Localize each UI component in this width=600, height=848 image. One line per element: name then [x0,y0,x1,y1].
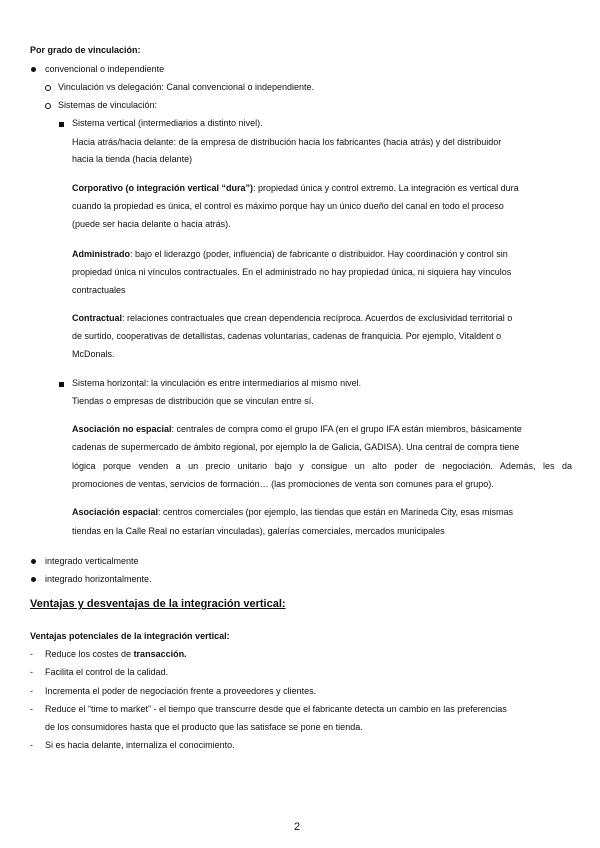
contractual-text: : relaciones contractuales que crean dependencia recíproca. Acuerdos de exclusividad territorial o [122,313,513,323]
bullet-dot [31,559,36,564]
ventaja-item-1-bold: transacción. [133,649,187,659]
no-espacial-term: Asociación no espacial [72,424,172,434]
dash-marker: - [30,740,33,750]
corporativo-paragraph-line-1 [72,182,519,194]
ventaja-item-1 [45,648,187,660]
no-espacial-paragraph-line-3: lógica porque venden a un precio unitario bajo y consigue un alto poder de negociación. Además, les da [72,461,572,471]
bullet-square [59,382,64,387]
ventaja-item-4-line-1: Reduce el “time to market” - el tiempo que transcurre desde que el fabricante detecta un cambio en las preferencias [45,704,507,714]
contractual-paragraph-line-2: de surtido, cooperativas de detallistas, cadenas voluntarias, cadenas de franquicia. Por ejemplo, Vitaldent o [72,331,502,341]
administrado-term: Administrado [72,249,131,259]
dash-marker: - [30,704,33,714]
sistema-horizontal-desc: Tiendas o empresas de distribución que se vinculan entre sí. [72,396,314,406]
no-espacial-paragraph-line-4: promociones de ventas, servicios de formación… (las promociones de venta son comunes para el grupo). [72,479,494,489]
espacial-term: Asociación espacial [72,507,159,517]
espacial-paragraph-line-1 [72,506,513,518]
list-item-integrado-vertical: integrado verticalmente [45,556,139,566]
list-item-integrado-horizontal: integrado horizontalmente. [45,574,152,584]
espacial-text: : centros comerciales (por ejemplo, las tiendas que están en Marineda City, esas mismas [158,507,514,517]
dash-marker: - [30,649,33,659]
ventaja-item-2: Facilita el control de la calidad. [45,667,169,677]
ventajas-title: Ventajas potenciales de la integración vertical: [30,631,230,641]
corporativo-paragraph-line-3: (puede ser hacia delante o hacia atrás). [72,219,231,229]
page-number: 2 [294,821,301,833]
sistema-vertical-desc-1: Hacia atrás/hacia delante: de la empresa de distribución hacia los fabricantes (hacia atrás) y del distribuidor [72,137,502,147]
bullet-circle [45,103,51,109]
list-item-vinculacion: Vinculación vs delegación: Canal convencional o independiente. [58,82,315,92]
list-item-sistemas: Sistemas de vinculación: [58,100,158,110]
contractual-term: Contractual [72,313,123,323]
bullet-dot [31,67,36,72]
corporativo-text: : propiedad única y control extremo. La integración es vertical dura [253,183,519,193]
administrado-paragraph-line-2: propiedad única ni vínculos contractuales. En el administrado no hay propiedad única, ni siquiera hay vínculos [72,267,512,277]
bullet-square [59,122,64,127]
corporativo-paragraph-line-2: cuando la propiedad es única, el control es máximo porque hay un único dueño del canal en todo el proceso [72,201,504,211]
bullet-circle [45,85,51,91]
administrado-paragraph-line-3: contractuales [72,285,126,295]
contractual-paragraph-line-1 [72,312,512,324]
sistema-horizontal-label: Sistema horizontal: la vinculación es entre intermediarios al mismo nivel. [72,378,362,388]
list-item-convencional: convencional o independiente [45,64,165,74]
dash-marker: - [30,686,33,696]
administrado-paragraph-line-1 [72,248,508,260]
section-title: Por grado de vinculación: [30,45,141,55]
ventaja-item-4-line-2: de los consumidores hasta que el producto que las satisface se pone en tienda. [45,722,363,732]
no-espacial-paragraph-line-2: cadenas de supermercado de ámbito regional, por ejemplo la de Galicia, GADISA). Una central de compra tiene [72,442,520,452]
sistema-vertical-label: Sistema vertical (intermediarios a distinto nivel). [72,118,263,128]
no-espacial-paragraph-line-1 [72,423,522,435]
sistema-vertical-desc-2: hacia la tienda (hacia delante) [72,154,193,164]
corporativo-term: Corporativo (o integración vertical “dura”) [72,183,254,193]
no-espacial-text: : centrales de compra como el grupo IFA (en el grupo IFA están miembros, básicamente [171,424,522,434]
ventaja-item-3: Incrementa el poder de negociación frente a proveedores y clientes. [45,686,317,696]
bullet-dot [31,577,36,582]
espacial-paragraph-line-2: tiendas en la Calle Real no estarían vinculadas), galerías comerciales, mercados municipales [72,526,445,536]
section-heading-ventajas: Ventajas y desventajas de la integración vertical: [30,598,286,610]
dash-marker: - [30,667,33,677]
administrado-text: : bajo el liderazgo (poder, influencia) de fabricante o distribuidor. Hay coordinación y control sin [130,249,508,259]
ventaja-item-5: Si es hacia delante, internaliza el conocimiento. [45,740,235,750]
ventaja-item-1-text: Reduce los costes de [45,649,134,659]
contractual-paragraph-line-3: McDonals. [72,349,115,359]
